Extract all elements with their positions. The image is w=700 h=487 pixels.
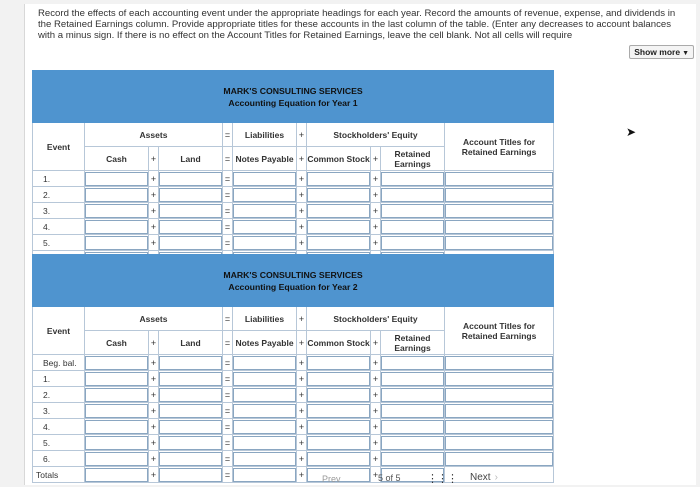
cash-input[interactable]	[85, 404, 148, 418]
equals-sign: =	[223, 203, 233, 219]
land-header: Land	[159, 331, 223, 355]
land-input[interactable]	[159, 188, 222, 202]
common-stock-input[interactable]	[307, 204, 370, 218]
plus-sign: +	[149, 187, 159, 203]
plus-sign: +	[297, 387, 307, 403]
retained-earnings-input[interactable]	[381, 220, 444, 234]
next-button[interactable]	[470, 472, 498, 483]
equals-sign: =	[223, 123, 233, 147]
account-title-input[interactable]	[445, 372, 553, 386]
cash-input[interactable]	[85, 236, 148, 250]
plus-sign: +	[371, 171, 381, 187]
cash-header: Cash	[85, 147, 149, 171]
plus-sign: +	[297, 187, 307, 203]
account-title-input[interactable]	[445, 436, 553, 450]
year2-equation-table	[32, 254, 554, 483]
liabilities-header: Liabilities	[233, 123, 297, 147]
common-stock-input[interactable]	[307, 356, 370, 370]
retained-earnings-input[interactable]	[381, 356, 444, 370]
pagination-footer	[0, 468, 700, 487]
plus-sign: +	[297, 203, 307, 219]
plus-sign: +	[149, 467, 159, 483]
table-row	[33, 171, 554, 187]
plus-sign: +	[149, 435, 159, 451]
plus-sign: +	[149, 403, 159, 419]
plus-sign: +	[297, 235, 307, 251]
event-label: 6.	[33, 451, 85, 467]
common-stock-input[interactable]	[307, 188, 370, 202]
plus-sign: +	[371, 203, 381, 219]
land-input[interactable]	[159, 236, 222, 250]
instructions-text: Record the effects of each accounting event under the appropriate headings for each year. Record the amounts of revenue, expense, and dividends in the Retained Earnings column. Provide appropriate titles for these accounts in the last column of the table. (Enter any decreases to account balances with a minus sign. If there is no effect on the Account Titles for Retained Earnings, leave the cell blank. Not all cells will require	[38, 8, 676, 41]
plus-sign: +	[371, 235, 381, 251]
chevron-right-icon: ›	[494, 472, 498, 483]
land-input[interactable]	[159, 172, 222, 186]
common-stock-input[interactable]	[307, 220, 370, 234]
notes-payable-input[interactable]	[233, 388, 296, 402]
plus-sign: +	[149, 451, 159, 467]
account-title-input[interactable]	[445, 220, 553, 234]
plus-sign: +	[371, 387, 381, 403]
account-title-input[interactable]	[445, 204, 553, 218]
land-header: Land	[159, 147, 223, 171]
equals-sign: =	[223, 355, 233, 371]
retained-earnings-input[interactable]	[381, 188, 444, 202]
event-label: Totals	[33, 467, 85, 483]
retained-earnings-input[interactable]	[381, 204, 444, 218]
table-company-title: MARK'S CONSULTING SERVICES	[223, 269, 363, 280]
plus-sign: +	[297, 171, 307, 187]
notes-payable-input[interactable]	[233, 452, 296, 466]
table-row	[33, 371, 554, 387]
cash-header: Cash	[85, 331, 149, 355]
table-row	[33, 387, 554, 403]
common-stock-input[interactable]	[307, 172, 370, 186]
plus-sign: +	[371, 371, 381, 387]
event-label: 5.	[33, 435, 85, 451]
assets-header: Assets	[85, 307, 223, 331]
equals-sign: =	[223, 451, 233, 467]
table-company-title: MARK'S CONSULTING SERVICES	[223, 85, 363, 96]
event-label: 4.	[33, 219, 85, 235]
plus-sign: +	[297, 419, 307, 435]
land-input[interactable]	[159, 356, 222, 370]
next-label: Next	[470, 472, 491, 483]
table-subtitle: Accounting Equation for Year 1	[228, 97, 358, 108]
equals-sign: =	[223, 147, 233, 171]
notes-payable-input[interactable]	[233, 372, 296, 386]
event-label: 4.	[33, 419, 85, 435]
notes-payable-input[interactable]	[233, 220, 296, 234]
plus-sign: +	[297, 435, 307, 451]
land-input[interactable]	[159, 404, 222, 418]
plus-sign: +	[297, 467, 307, 483]
plus-sign: +	[297, 371, 307, 387]
retained-earnings-input[interactable]	[381, 172, 444, 186]
cash-input[interactable]	[85, 220, 148, 234]
plus-sign: +	[371, 355, 381, 371]
equals-sign: =	[223, 435, 233, 451]
retained-earnings-header: Retained Earnings	[381, 147, 445, 171]
equals-sign: =	[223, 187, 233, 203]
event-label: Beg. bal.	[33, 355, 85, 371]
plus-sign: +	[297, 403, 307, 419]
equals-sign: =	[223, 219, 233, 235]
account-title-input[interactable]	[445, 236, 553, 250]
plus-sign: +	[149, 235, 159, 251]
cash-input[interactable]	[85, 388, 148, 402]
show-more-button[interactable]	[629, 45, 694, 59]
account-title-input[interactable]	[445, 452, 553, 466]
account-title-input[interactable]	[445, 420, 553, 434]
retained-earnings-input[interactable]	[381, 436, 444, 450]
land-input[interactable]	[159, 388, 222, 402]
mouse-cursor-icon: ➤	[626, 125, 637, 139]
land-input[interactable]	[159, 204, 222, 218]
grid-icon[interactable]: ⋮⋮⋮	[427, 473, 457, 485]
land-input[interactable]	[159, 372, 222, 386]
equals-sign: =	[223, 171, 233, 187]
equals-sign: =	[223, 403, 233, 419]
plus-sign: +	[149, 147, 159, 171]
retained-earnings-input[interactable]	[381, 420, 444, 434]
land-input[interactable]	[159, 452, 222, 466]
cash-input[interactable]	[85, 172, 148, 186]
plus-sign: +	[297, 123, 307, 147]
land-input[interactable]	[159, 220, 222, 234]
notes-payable-input[interactable]	[233, 404, 296, 418]
common-stock-header: Common Stock	[307, 331, 371, 355]
equals-sign: =	[223, 371, 233, 387]
plus-sign: +	[371, 219, 381, 235]
table-row	[33, 203, 554, 219]
table-row	[33, 419, 554, 435]
plus-sign: +	[149, 331, 159, 355]
equals-sign: =	[223, 387, 233, 403]
retained-earnings-input[interactable]	[381, 404, 444, 418]
notes-payable-input[interactable]	[233, 236, 296, 250]
plus-sign: +	[149, 387, 159, 403]
cash-input[interactable]	[85, 452, 148, 466]
retained-earnings-input[interactable]	[381, 452, 444, 466]
plus-sign: +	[297, 451, 307, 467]
retained-earnings-input[interactable]	[381, 236, 444, 250]
retained-earnings-input[interactable]	[381, 388, 444, 402]
event-label: 3.	[33, 203, 85, 219]
account-title-input[interactable]	[445, 356, 553, 370]
plus-sign: +	[371, 467, 381, 483]
assets-header: Assets	[85, 123, 223, 147]
common-stock-header: Common Stock	[307, 147, 371, 171]
notes-payable-header: Notes Payable	[233, 147, 297, 171]
notes-payable-header: Notes Payable	[233, 331, 297, 355]
notes-payable-input[interactable]	[233, 420, 296, 434]
equals-sign: =	[223, 307, 233, 331]
plus-sign: +	[371, 331, 381, 355]
cash-input[interactable]	[85, 436, 148, 450]
cash-input[interactable]	[85, 420, 148, 434]
stockholders-equity-header: Stockholders' Equity	[307, 123, 445, 147]
plus-sign: +	[297, 219, 307, 235]
common-stock-input[interactable]	[307, 388, 370, 402]
page-indicator: 5 of 5	[378, 473, 401, 483]
event-header: Event	[33, 123, 85, 171]
event-label: 5.	[33, 235, 85, 251]
plus-sign: +	[371, 187, 381, 203]
notes-payable-input[interactable]	[233, 204, 296, 218]
plus-sign: +	[371, 419, 381, 435]
common-stock-input[interactable]	[307, 452, 370, 466]
table-subtitle: Accounting Equation for Year 2	[228, 281, 358, 292]
table-row	[33, 219, 554, 235]
account-titles-header: Account Titles for Retained Earnings	[445, 307, 554, 355]
equals-sign: =	[223, 419, 233, 435]
notes-payable-input[interactable]	[233, 188, 296, 202]
plus-sign: +	[371, 435, 381, 451]
plus-sign: +	[297, 147, 307, 171]
cash-input[interactable]	[85, 356, 148, 370]
event-label: 1.	[33, 371, 85, 387]
event-header: Event	[33, 307, 85, 355]
account-title-input[interactable]	[445, 404, 553, 418]
equals-sign: =	[223, 331, 233, 355]
common-stock-input[interactable]	[307, 404, 370, 418]
caret-down-icon: ▼	[682, 50, 689, 57]
table-row	[33, 451, 554, 467]
plus-sign: +	[149, 419, 159, 435]
equals-sign: =	[223, 467, 233, 483]
prev-button[interactable]: Prev	[322, 474, 341, 484]
cash-input[interactable]	[85, 372, 148, 386]
event-label: 3.	[33, 403, 85, 419]
event-label: 2.	[33, 387, 85, 403]
notes-payable-input[interactable]	[233, 172, 296, 186]
cash-input[interactable]	[85, 188, 148, 202]
plus-sign: +	[297, 355, 307, 371]
event-label: 1.	[33, 171, 85, 187]
common-stock-input[interactable]	[307, 372, 370, 386]
table-row	[33, 435, 554, 451]
land-input[interactable]	[159, 420, 222, 434]
retained-earnings-header: Retained Earnings	[381, 331, 445, 355]
retained-earnings-input[interactable]	[381, 372, 444, 386]
table-row	[33, 235, 554, 251]
common-stock-input[interactable]	[307, 420, 370, 434]
show-more-label: Show more	[634, 47, 681, 57]
plus-sign: +	[149, 219, 159, 235]
stockholders-equity-header: Stockholders' Equity	[307, 307, 445, 331]
notes-payable-input[interactable]	[233, 436, 296, 450]
account-title-input[interactable]	[445, 172, 553, 186]
table-row	[33, 187, 554, 203]
plus-sign: +	[149, 203, 159, 219]
account-title-input[interactable]	[445, 188, 553, 202]
table-row	[33, 403, 554, 419]
cash-input[interactable]	[85, 204, 148, 218]
common-stock-input[interactable]	[307, 236, 370, 250]
plus-sign: +	[297, 307, 307, 331]
plus-sign: +	[371, 403, 381, 419]
table-row	[33, 355, 554, 371]
plus-sign: +	[149, 355, 159, 371]
land-input[interactable]	[159, 436, 222, 450]
plus-sign: +	[371, 147, 381, 171]
plus-sign: +	[297, 331, 307, 355]
liabilities-header: Liabilities	[233, 307, 297, 331]
notes-payable-input[interactable]	[233, 356, 296, 370]
common-stock-input[interactable]	[307, 436, 370, 450]
year1-equation-table	[32, 70, 554, 267]
equals-sign: =	[223, 235, 233, 251]
account-title-input[interactable]	[445, 388, 553, 402]
plus-sign: +	[149, 371, 159, 387]
plus-sign: +	[371, 451, 381, 467]
event-label: 2.	[33, 187, 85, 203]
account-titles-header: Account Titles for Retained Earnings	[445, 123, 554, 171]
plus-sign: +	[149, 171, 159, 187]
